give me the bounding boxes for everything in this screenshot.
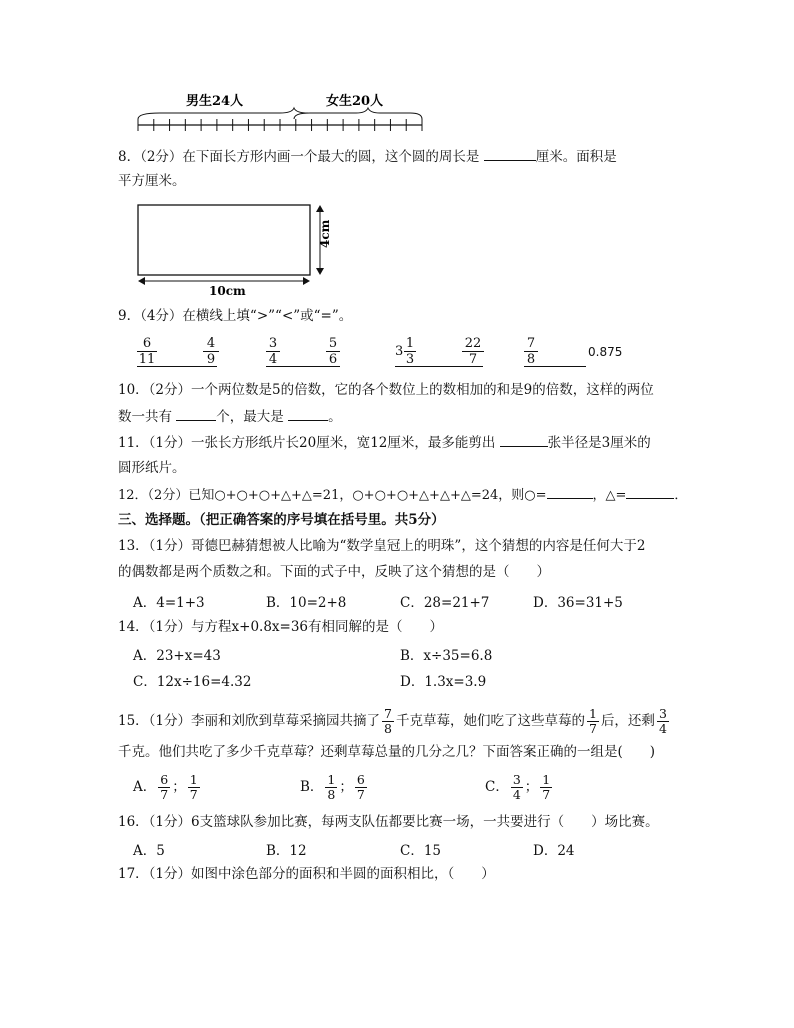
q13-option-b[interactable]: B．10=2+8 — [266, 595, 347, 611]
question-11-line2: 圆形纸片。 — [118, 460, 186, 476]
q13-option-a[interactable]: A．4=1+3 — [133, 595, 205, 611]
q14-option-a[interactable]: A．23+x=43 — [133, 648, 221, 664]
question-13: 13．（1分）哥德巴赫猜想被人比喻为“数学皇冠上的明珠”，这个猜想的内容是任何大于2 — [118, 538, 646, 554]
question-15-line2: 千克。他们共吃了多少千克草莓？还剩草莓总量的几分之几？下面答案正确的一组是( ) — [118, 744, 656, 760]
question-9: 9．（4分）在横线上填“>”“<”或“=”。 — [118, 308, 353, 324]
q12-blank-triangle[interactable] — [626, 484, 674, 499]
q9-e-fraction: $\frac{1}{3}$ — [405, 336, 415, 367]
q15-fraction-3: $\frac{3}{4}$ — [658, 706, 667, 736]
q9-d-fraction: $\frac{5}{6}$ — [326, 336, 340, 367]
q15-fraction-2: $\frac{1}{7}$ — [588, 706, 597, 736]
question-8-line2: 平方厘米。 — [118, 173, 186, 189]
q9-blank-4[interactable] — [524, 366, 586, 367]
question-16: 16．（1分）6支篮球队参加比赛，每两支队伍都要比赛一场，一共要进行（ ）场比赛。 — [118, 814, 659, 830]
section-3-heading: 三、选择题。（把正确答案的序号填在括号里。共5分） — [118, 512, 445, 528]
q10-blank-max[interactable] — [288, 406, 328, 421]
rectangle — [138, 205, 310, 275]
q10-blank-count[interactable] — [176, 406, 216, 421]
q15-option-c[interactable]: C． $\frac{3}{4}$ ； $\frac{1}{7}$ — [485, 772, 551, 802]
q14-option-c[interactable]: C．12x÷16=4.32 — [133, 674, 252, 690]
question-14: 14．（1分）与方程x+0.8x=36有相同解的是（ ） — [118, 619, 444, 635]
q15-fraction-1: $\frac{7}{8}$ — [384, 706, 392, 736]
q8-blank-circumference[interactable] — [484, 146, 536, 161]
q9-f-fraction: $\frac{22}{7}$ — [462, 336, 484, 367]
q15-option-b[interactable]: B． $\frac{1}{8}$ ； $\frac{6}{7}$ — [300, 772, 365, 802]
girls-brace — [294, 108, 422, 119]
q14-option-b[interactable]: B．x÷35=6.8 — [400, 648, 493, 664]
q11-blank[interactable] — [500, 432, 548, 447]
q9-e-whole: 3 — [395, 344, 404, 359]
boys-brace — [138, 108, 308, 119]
q9-a-fraction: $\frac{6}{11}$ — [138, 336, 156, 367]
segment-diagram — [130, 85, 430, 137]
q15-option-a[interactable]: A． $\frac{6}{7}$ ； $\frac{1}{7}$ — [133, 772, 198, 802]
question-15: 15．（1分）李丽和刘欣到草莓采摘园共摘了 $\frac{7}{8}$ 千克草莓，她们吃了这些草莓的 $\frac{1}{7}$ 后，还剩 $\frac{3}{4}$ — [118, 706, 667, 736]
rectangle-figure — [133, 200, 333, 300]
q16-option-a[interactable]: A．5 — [133, 843, 165, 859]
question-13-line2: 的偶数都是两个质数之和。下面的式子中，反映了这个猜想的是（ ） — [118, 564, 550, 580]
girls-label: 女生20人 — [326, 94, 384, 109]
question-8: 8．（2分）在下面长方形内画一个最大的圆，这个圆的周长是 厘米。面积是 — [118, 146, 617, 167]
question-10-line2: 数一共有 个，最大是 。 — [118, 406, 342, 427]
q16-option-c[interactable]: C．15 — [400, 843, 442, 859]
q16-option-d[interactable]: D．24 — [533, 843, 575, 859]
q16-option-b[interactable]: B．12 — [266, 843, 307, 859]
question-11: 11．（1分）一张长方形纸片长20厘米，宽12厘米，最多能剪出 张半径是3厘米的 — [118, 432, 651, 453]
q13-option-d[interactable]: D．36=31+5 — [533, 595, 623, 611]
q9-g-fraction: $\frac{7}{8}$ — [524, 336, 538, 367]
width-label: 10cm — [209, 284, 246, 298]
question-12: 12．（2分）已知○+○+○+△+△=21，○+○+○+△+△+△=24，则○= ，△= ． — [118, 484, 687, 506]
q9-h-value: 0.875 — [588, 345, 623, 359]
q12-blank-circle[interactable] — [547, 484, 593, 499]
q9-c-fraction: $\frac{3}{4}$ — [266, 336, 280, 367]
q13-option-c[interactable]: C．28=21+7 — [400, 595, 490, 611]
q14-option-d[interactable]: D．1.3x=3.9 — [400, 674, 487, 690]
boys-label: 男生24人 — [186, 94, 244, 109]
question-17: 17．（1分）如图中涂色部分的面积和半圆的面积相比，（ ） — [118, 866, 495, 882]
question-10: 10．（2分）一个两位数是5的倍数，它的各个数位上的数相加的和是9的倍数，这样的两位 — [118, 382, 654, 398]
q9-b-fraction: $\frac{4}{9}$ — [203, 336, 219, 367]
height-label: 4cm — [318, 219, 332, 248]
